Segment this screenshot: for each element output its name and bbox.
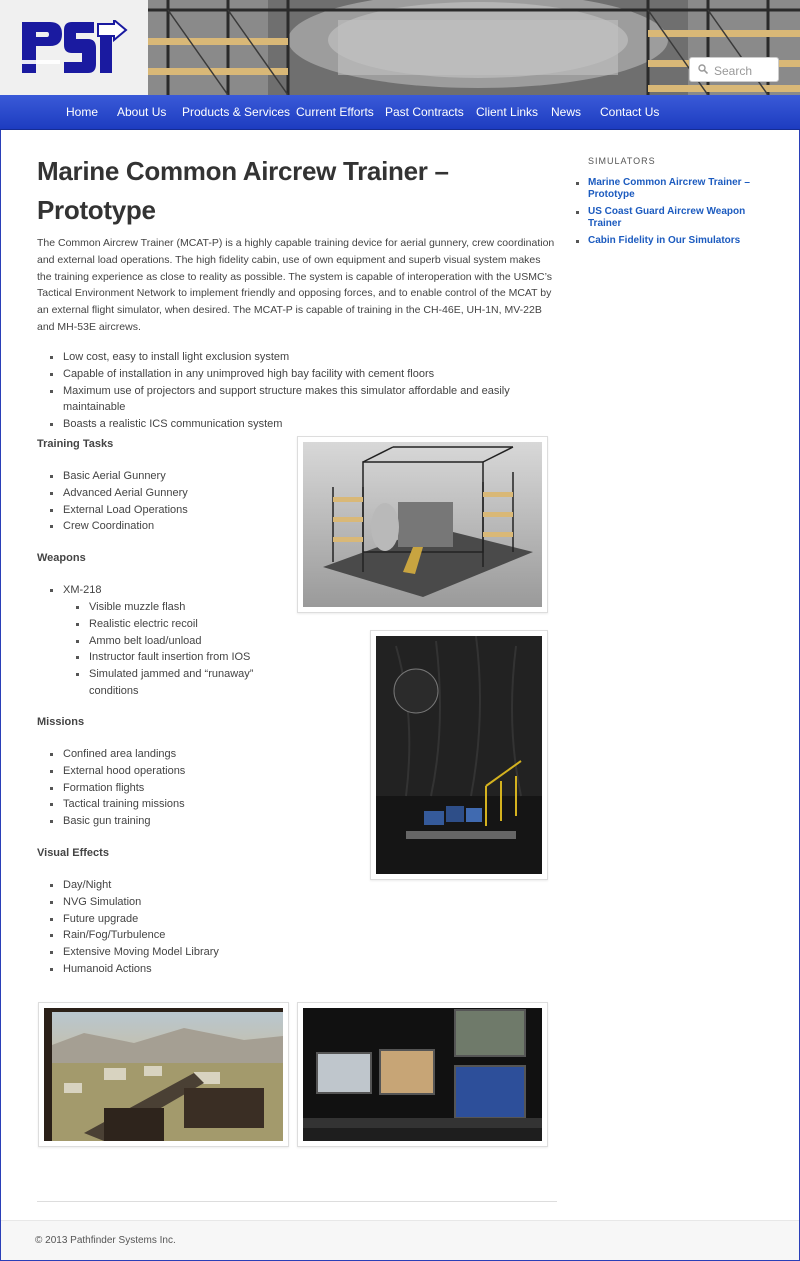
- sidebar-link-mcat[interactable]: Marine Common Aircrew Trainer – Prototype: [573, 177, 763, 201]
- list-item: External Load Operations: [37, 502, 287, 519]
- page-title: [37, 152, 497, 230]
- nav-home[interactable]: Home: [66, 105, 99, 119]
- nav-current-efforts[interactable]: Current Efforts: [296, 105, 374, 119]
- training-tasks-heading: Training Tasks: [37, 438, 114, 450]
- visual-effects-list: [37, 877, 287, 978]
- search-input[interactable]: [689, 57, 779, 82]
- weapons-list: [37, 582, 287, 599]
- list-item: Confined area landings: [37, 746, 287, 763]
- instructor-station-photo[interactable]: [297, 1002, 548, 1147]
- sidebar-title: SIMULATORS: [588, 156, 656, 166]
- page-title-line1: Marine Common Aircrew Trainer –: [37, 156, 449, 186]
- nav-client-links[interactable]: Client Links: [476, 105, 539, 119]
- sidebar-links: [573, 177, 763, 252]
- list-item: XM-218: [37, 582, 287, 599]
- list-item: Basic gun training: [37, 813, 287, 830]
- list-item: Realistic electric recoil: [37, 616, 287, 633]
- list-item: Simulated jammed and “runaway” conditions: [37, 666, 267, 700]
- content-divider: [37, 1201, 557, 1202]
- list-item: NVG Simulation: [37, 894, 287, 911]
- list-item: Tactical training missions: [37, 796, 287, 813]
- gunner-view-photo[interactable]: [38, 1002, 289, 1147]
- list-item: Low cost, easy to install light exclusion system: [37, 349, 567, 366]
- logo-area: [0, 0, 148, 95]
- list-item: Capable of installation in any unimproved high bay facility with cement floors: [37, 366, 567, 383]
- list-item: Humanoid Actions: [37, 961, 287, 978]
- list-item: External hood operations: [37, 763, 287, 780]
- features-list: [37, 349, 567, 433]
- nav-about-us[interactable]: About Us: [117, 105, 167, 119]
- sidebar-link-cabin-fidelity[interactable]: Cabin Fidelity in Our Simulators: [573, 235, 763, 247]
- psi-logo[interactable]: [20, 20, 128, 75]
- list-item: Advanced Aerial Gunnery: [37, 485, 287, 502]
- simulator-cabin-photo[interactable]: [370, 630, 548, 880]
- list-item: Future upgrade: [37, 911, 287, 928]
- nav-past-contracts[interactable]: Past Contracts: [385, 105, 464, 119]
- nav-products-services[interactable]: Products & Services: [182, 105, 291, 119]
- intro-paragraph: The Common Aircrew Trainer (MCAT-P) is a highly capable training device for aerial gunnery, crew coordination and external load operations. The high fidelity cabin, use of own equipment and superb visual system makes the training experience as close to reality as possible. The system is capable of interoperation with the USMC’s Tactical Environment Network to implement friendly and opposing forces, and to enable control of the MCAT by an external flight simulator, when desired. The MCAT-P is capable of training in the CH-46E, UH-1N, MV-22B and MH-53E aircrews.: [37, 237, 555, 333]
- list-item: Visible muzzle flash: [37, 599, 287, 616]
- training-tasks-list: [37, 468, 287, 535]
- list-item: Ammo belt load/unload: [37, 633, 287, 650]
- visual-effects-heading: Visual Effects: [37, 847, 109, 859]
- list-item: Extensive Moving Model Library: [37, 944, 287, 961]
- missions-heading: Missions: [37, 716, 85, 728]
- weapons-sub-list: [37, 599, 287, 700]
- list-item: Boasts a realistic ICS communication system: [37, 416, 567, 433]
- simulator-structure-render[interactable]: [297, 436, 548, 613]
- list-item: Formation flights: [37, 780, 287, 797]
- search-icon: [698, 64, 708, 74]
- page-title-line2: Prototype: [37, 195, 156, 225]
- missions-list: [37, 746, 287, 830]
- list-item: Instructor fault insertion from IOS: [37, 649, 287, 666]
- nav-news[interactable]: News: [551, 105, 582, 119]
- sidebar-link-uscg[interactable]: US Coast Guard Aircrew Weapon Trainer: [573, 206, 763, 230]
- site-footer: [1, 1220, 799, 1260]
- nav-contact-us[interactable]: Contact Us: [600, 105, 660, 119]
- site-header: [0, 0, 800, 95]
- list-item: Basic Aerial Gunnery: [37, 468, 287, 485]
- list-item: Day/Night: [37, 877, 287, 894]
- list-item: Maximum use of projectors and support structure makes this simulator affordable and easily maintainable: [37, 383, 567, 417]
- weapons-heading: Weapons: [37, 552, 86, 564]
- search-placeholder: Search: [714, 64, 753, 78]
- list-item: Rain/Fog/Turbulence: [37, 927, 287, 944]
- main-navigation: [0, 95, 800, 130]
- list-item: Crew Coordination: [37, 518, 287, 535]
- copyright-text: © 2013 Pathfinder Systems Inc.: [35, 1235, 176, 1246]
